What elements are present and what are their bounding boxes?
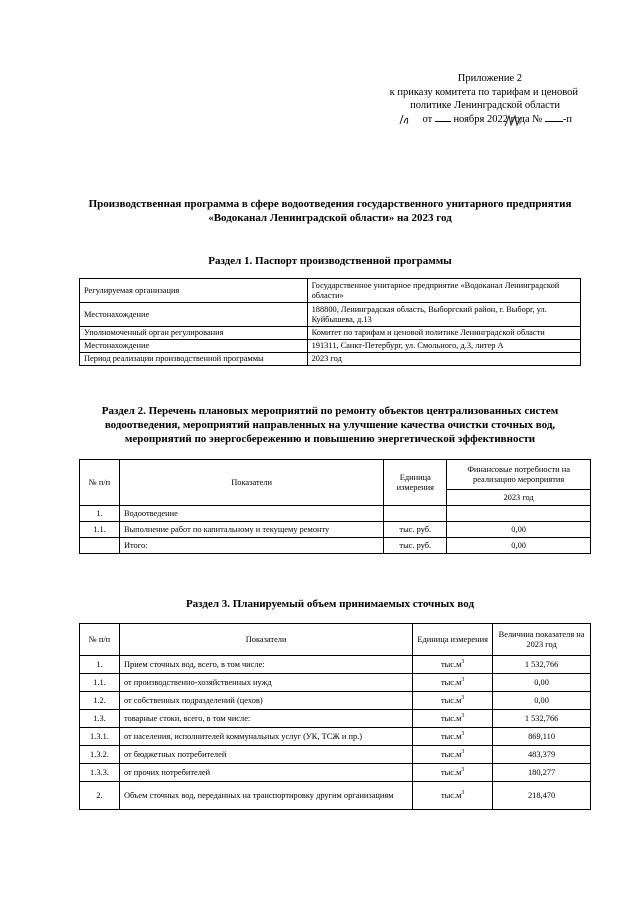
section2-title: Раздел 2. Перечень плановых мероприятий по ремонту объектов централизованных систем водоотведения, мероприятий направленных на улучшение качества очистки сточных вод, мероприятий по энергосбережению и повышению энергетической эффективности: [101, 405, 559, 445]
row-indicator: Объем сточных вод, переданных на транспортировку другим организациям: [119, 782, 412, 810]
row-indicator: товарные стоки, всего, в том числе:: [119, 710, 412, 728]
passport-label: Местонахождение: [80, 303, 308, 327]
row-indicator: от собственных подразделений (цехов): [119, 692, 412, 710]
unit-base: тыс.м: [440, 695, 462, 705]
section3-title: Раздел 3. Планируемый объем принимаемых сточных вод: [185, 598, 475, 610]
row-indicator: Итого:: [119, 538, 383, 554]
row-indicator: от производственно-хозяйственных нужд: [119, 674, 412, 692]
row-num: 1.1.: [80, 522, 120, 538]
unit-base: тыс.м: [440, 790, 462, 800]
unit-base: тыс.м: [440, 749, 462, 759]
table-header-row: [80, 624, 591, 656]
row-unit: [413, 710, 493, 728]
unit-exponent: 3: [461, 789, 465, 796]
row-value: 1 532,766: [493, 710, 591, 728]
table-row: [80, 674, 591, 692]
row-value: 483,379: [493, 746, 591, 764]
row-value: 0,00: [447, 538, 591, 554]
table-row: [80, 710, 591, 728]
row-unit: [413, 692, 493, 710]
row-value: 218,470: [493, 782, 591, 810]
row-unit: [413, 656, 493, 674]
passport-value: Комитет по тарифам и ценовой политике Ленинградской области: [307, 327, 580, 340]
passport-value: 2023 год: [307, 353, 580, 366]
col-indicator-header: Показатели: [119, 624, 412, 656]
table-row: [80, 728, 591, 746]
row-unit: [384, 506, 447, 522]
col-indicator-header: Показатели: [119, 460, 383, 506]
table-row: [80, 279, 581, 303]
unit-exponent: 3: [461, 712, 465, 719]
unit-base: тыс.м: [440, 677, 462, 687]
col-unit-header: Единица измерения: [384, 460, 447, 506]
passport-value: Государственное унитарное предприятие «Водоканал Ленинградской области»: [307, 279, 580, 303]
table-row: [80, 522, 591, 538]
row-unit: [413, 728, 493, 746]
table-header-row: [80, 460, 591, 490]
table-row: [80, 327, 581, 340]
passport-value: 191311, Санкт-Петербург, ул. Смольного, д.3, литер А: [307, 340, 580, 353]
handwritten-number-mark: [504, 114, 524, 128]
row-indicator: от населения, исполнителей коммунальных услуг (УК, ТСЖ и пр.): [119, 728, 412, 746]
row-unit: [413, 782, 493, 810]
section1-title: Раздел 1. Паспорт производственной программы: [208, 255, 452, 267]
table-row: [80, 656, 591, 674]
unit-exponent: 3: [461, 766, 465, 773]
wastewater-volume-table: [79, 623, 591, 810]
passport-label: Местонахождение: [80, 340, 308, 353]
wastewater-rows: [80, 656, 591, 810]
passport-label: Период реализации производственной программы: [80, 353, 308, 366]
passport-table: [79, 278, 581, 366]
row-indicator: Прием сточных вод, всего, в том числе:: [119, 656, 412, 674]
col-num-header: № п/п: [80, 460, 120, 506]
passport-value: 188800, Ленинградская область, Выборгский район, г. Выборг, ул. Куйбышева, д.13: [307, 303, 580, 327]
unit-base: тыс.м: [440, 659, 462, 669]
row-value: 0,00: [493, 692, 591, 710]
col-year-header: 2023 год: [447, 490, 591, 506]
row-indicator: от прочих потребителей: [119, 764, 412, 782]
table-row: [80, 746, 591, 764]
table-row: [80, 692, 591, 710]
measures-table: [79, 459, 591, 554]
date-prefix: от: [422, 113, 433, 125]
appendix-line-2: к приказу комитета по тарифам и ценовой: [389, 86, 578, 98]
col-value-header: Величина показателя на 2023 год: [493, 624, 591, 656]
col-num-header: № п/п: [80, 624, 120, 656]
row-num: 1.3.3.: [80, 764, 120, 782]
passport-label: Уполномоченный орган регулирования: [80, 327, 308, 340]
row-indicator: от бюджетных потребителей: [119, 746, 412, 764]
passport-label: Регулируемая организация: [80, 279, 308, 303]
row-value: 869,110: [493, 728, 591, 746]
appendix-line-1: Приложение 2: [457, 73, 522, 84]
table-row: [80, 506, 591, 522]
appendix-date-line: [356, 113, 578, 127]
row-num: 1.3.2.: [80, 746, 120, 764]
row-unit: [413, 746, 493, 764]
col-unit-header: Единица измерения: [413, 624, 493, 656]
row-unit: тыс. руб.: [384, 522, 447, 538]
row-num: 1.: [80, 506, 120, 522]
unit-exponent: 3: [461, 694, 465, 701]
table-row: [80, 353, 581, 366]
row-num: 1.: [80, 656, 120, 674]
appendix-header: [356, 72, 578, 126]
row-value: 0,00: [447, 522, 591, 538]
table-row: [80, 782, 591, 810]
document-title: Производственная программа в сфере водоотведения государственного унитарного предприятия «Водоканал Ленинградской области» на 2023 год: [88, 198, 572, 224]
unit-exponent: 3: [461, 748, 465, 755]
number-suffix: -п: [562, 113, 572, 125]
row-unit: тыс. руб.: [384, 538, 447, 554]
row-num: 1.3.1.: [80, 728, 120, 746]
date-rest: ноября 2022 года №: [453, 113, 543, 125]
row-value: 180,277: [493, 764, 591, 782]
row-indicator: Выполнение работ по капитальному и текущему ремонту: [119, 522, 383, 538]
row-num: 2.: [80, 782, 120, 810]
row-num: 1.2.: [80, 692, 120, 710]
unit-base: тыс.м: [440, 767, 462, 777]
unit-base: тыс.м: [440, 713, 462, 723]
row-num: 1.3.: [80, 710, 120, 728]
table-row: [80, 538, 591, 554]
row-unit: [413, 674, 493, 692]
row-value: 1 532,766: [493, 656, 591, 674]
table-row: [80, 340, 581, 353]
row-indicator: Водоотведение: [119, 506, 383, 522]
row-unit: [413, 764, 493, 782]
unit-exponent: 3: [461, 658, 465, 665]
appendix-line-3: политике Ленинградской области: [410, 100, 560, 111]
unit-exponent: 3: [461, 730, 465, 737]
row-value: 0,00: [493, 674, 591, 692]
col-finance-header: Финансовые потребности на реализацию мероприятия: [447, 460, 591, 490]
row-num: [80, 538, 120, 554]
unit-exponent: 3: [461, 676, 465, 683]
table-row: [80, 303, 581, 327]
handwritten-day-mark: [398, 114, 410, 126]
unit-base: тыс.м: [440, 731, 462, 741]
row-num: 1.1.: [80, 674, 120, 692]
table-row: [80, 764, 591, 782]
row-value: [447, 506, 591, 522]
